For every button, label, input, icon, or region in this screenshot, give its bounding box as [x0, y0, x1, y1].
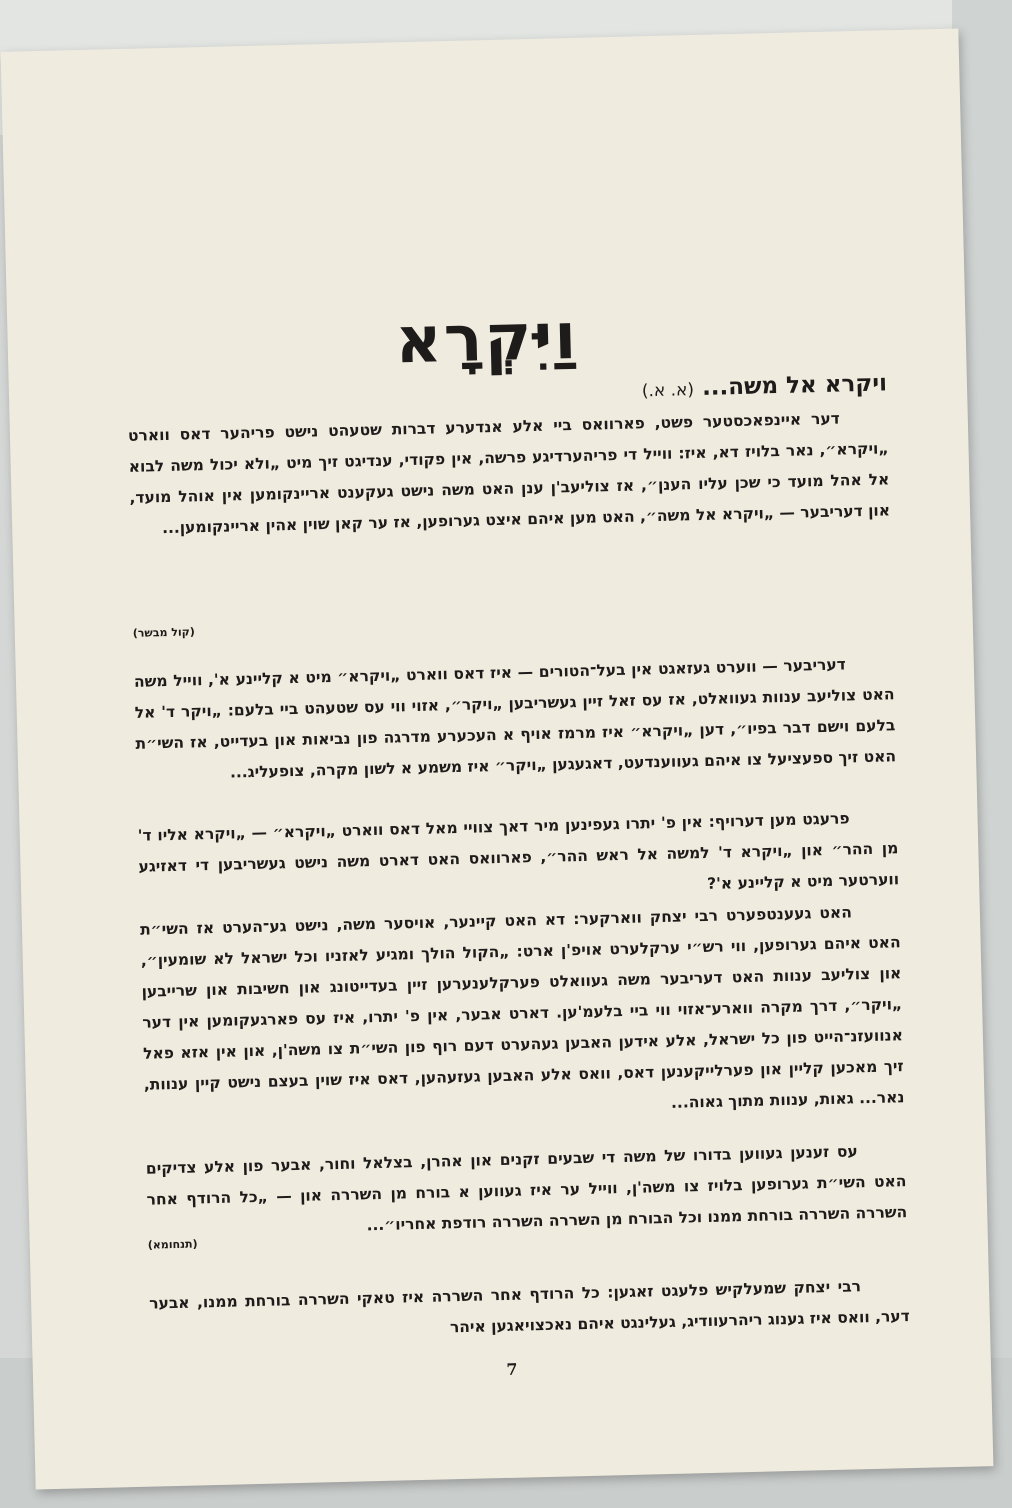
heading-text: ויקרא אל משה... — [701, 370, 888, 401]
paragraph-1: דער איינפאכסטער פשט, פארוואס ביי אלע אנדערע דברות שטעהט נישט פריהער דאס ווארט „ויקרא״, נאר בלויז דא, איז: ווייל די פריהערדיגע פרשה, אין פקודי, ענדיגט זיך מיט „ולא יכול משה לבוא אל אהל מועד כי שכן עליו הענן״, אז צוליעב'ן ענן האט משה נישט געקענט אריינקומען אין אוהל מועד, און דעריבער — „ויקרא אל משה״, האט מען איהם איצט גערופען, אז ער קאן שוין אהין אריינקומען... — [127, 409, 891, 538]
page-title: וַיִּקְרָא — [394, 299, 580, 379]
heading-reference: (א. א.) — [641, 380, 695, 402]
paragraph-3: פרעגט מען דערויף: אין פ' יתרו געפינען מיר דאך צוויי מאל דאס ווארט „ויקרא״ — „ויקרא אליו ד' מן ההר״ און „ויקרא ד' למשה אל ראש ההר״, פארוואס האט דארט משה נישט געשריבען די דאזיגע ווערטער מיט א קליינע א'? — [137, 809, 900, 893]
book-page — [1, 29, 994, 1490]
paragraph-4: האט געענטפערט רבי יצחק ווארקער: דא האט קיינער, אויסער משה, נישט גע־הערט אז השי״ת האט איהם גערופען, ווי רש״י ערקלערט אויפ'ן ארט: „הקול הולך ומגיע לאזניו וכל ישראל לא שומעין״, און צוליעב ענוות האט דעריבער משה געוואלט פערקלענערען זיין בעדייטונג און חשיבות און שרייבען „ויקר״, דרך מקרה ווארע־אזוי ווי ביי בלעמ'ען. דארט אבער, אין פ' יתרו, איז עס פארגעקומען אין דער אנוועזנ־הייט פון כל ישראל, אלע אידען האבען געהערט דעם רוף פון השי״ת צו משה'ן, און אין אזא פאל זיך מאכען קליין און פערלייקענען דאס, וואס אלע האבען געזעהען, דאס איז שוין בעצם נישט קיין ענוות, נאר... גאות, ענוות מתוך גאוה... — [139, 903, 905, 1112]
page-number: 7 — [506, 1359, 518, 1379]
source-note-1: (קול מבשר) — [132, 625, 196, 640]
paragraph-5: עס זענען געווען בדורו של משה די שבעים זקנים און אהרן, בצלאל וחור, אבער פון אלע צדיקים האט השי״ת גערופען בלויז צו משה'ן, ווייל ער איז געווען א בורח מן השררה און — „כל הרודף אחר השררה השררה בורחת ממנו וכל הבורח מן השררה השררה רודפת אחריו״... — [145, 1142, 908, 1235]
paragraph-2: דעריבער — ווערט געזאגט אין בעל־הטורים — איז דאס ווארט „ויקרא״ מיט א קליינע א', ווייל משה האט צוליעב ענוות געוואלט, אז עס זאל זיין געשריבען „ויקר״, אזוי ווי עס שטעהט ביי בלעם: „ויקר ד' אל בלעם וישם דבר בפיו״, דען „ויקרא״ איז מרמז אויף א העכערע מדרגה פון נביאות און בעדייט, אז השי״ת האט זיך ספעציעל צו איהם געווענדעט, דאגעגען „ויקר״ איז משמע א לשון מקרה, צופעליג... — [133, 655, 897, 782]
paragraph-6: רבי יצחק שמעלקיש פלעגט זאגען: כל הרודף אחר השררה איז טאקי השררה בורחת ממנו, אבער דער, וואס איז גענוג ריהרעוודיג, געלינגט איהם נאכצויאגען איהר — [148, 1277, 910, 1337]
source-note-2: (תנחומא) — [147, 1237, 198, 1252]
